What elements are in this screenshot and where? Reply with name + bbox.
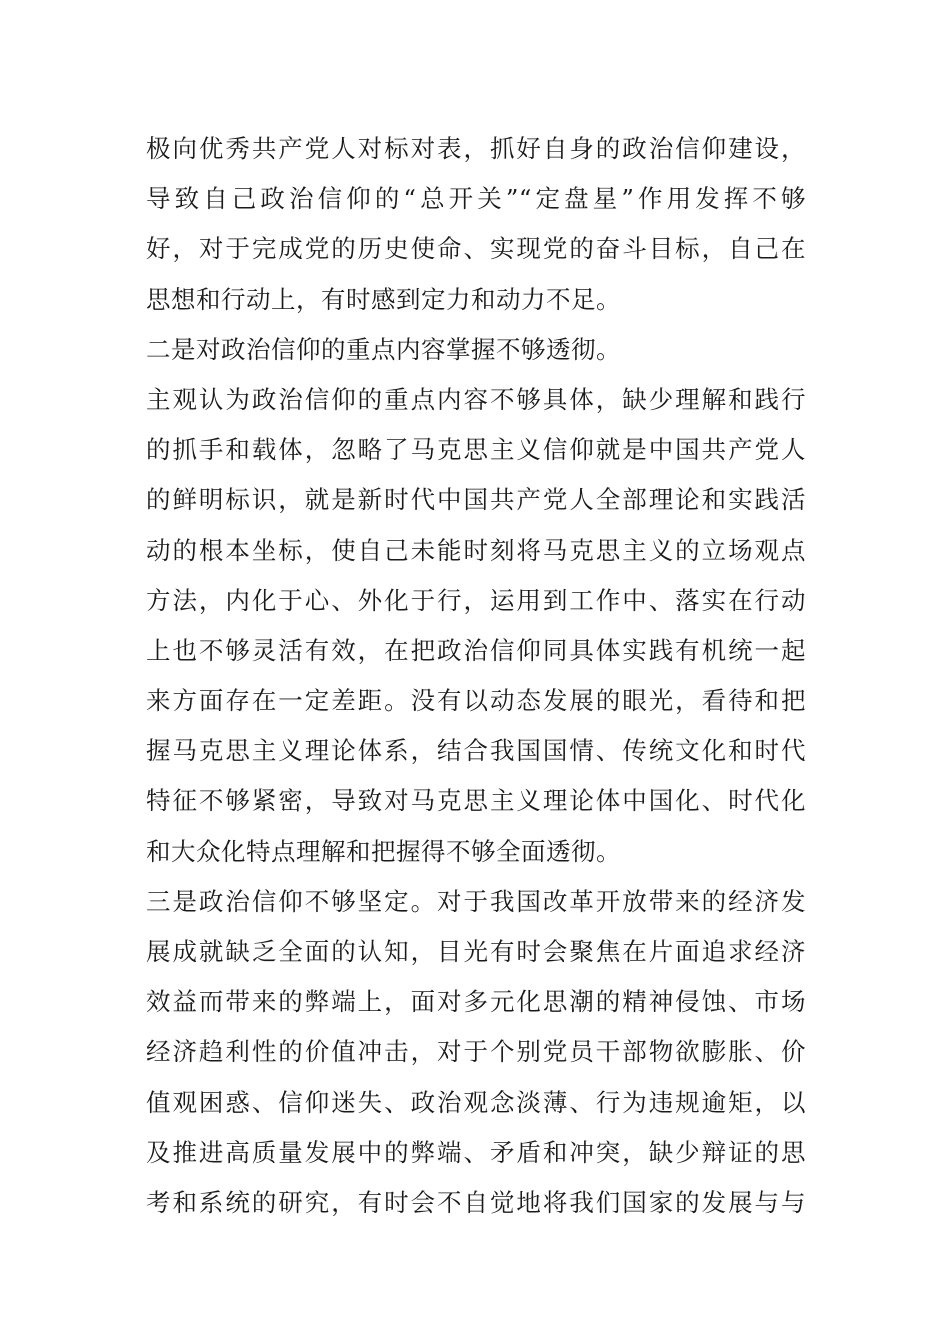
text-line-11: 上也不够灵活有效，在把政治信仰同具体实践有机统一起 <box>146 635 806 665</box>
text-line-12: 来方面存在一定差距。没有以动态发展的眼光，看待和把 <box>146 686 806 716</box>
text-line-18: 效益而带来的弊端上，面对多元化思潮的精神侵蚀、市场 <box>146 987 806 1017</box>
text-line-3: 好，对于完成党的历史使命、实现党的奋斗目标，自己在 <box>146 234 806 264</box>
text-line-14: 特征不够紧密，导致对马克思主义理论体中国化、时代化 <box>146 786 806 816</box>
text-line-1: 极向优秀共产党人对标对表，抓好自身的政治信仰建设， <box>146 134 806 163</box>
text-line-4: 思想和行动上，有时感到定力和动力不足。 <box>146 284 621 314</box>
text-line-7: 的抓手和载体，忽略了马克思主义信仰就是中国共产党人 <box>146 435 806 465</box>
text-line-9: 动的根本坐标，使自己未能时刻将马克思主义的立场观点 <box>146 535 806 565</box>
text-line-22: 考和系统的研究，有时会不自觉地将我们国家的发展与与 <box>146 1187 806 1217</box>
text-line-10: 方法，内化于心、外化于行，运用到工作中、落实在行动 <box>146 585 806 615</box>
text-line-20: 值观困惑、信仰迷失、政治观念淡薄、行为违规逾矩，以 <box>146 1087 806 1117</box>
text-line-17: 展成就缺乏全面的认知，目光有时会聚焦在片面追求经济 <box>146 937 806 966</box>
section-heading-3: 三是政治信仰不够坚定。对于我国改革开放带来的经济发 <box>146 886 806 916</box>
text-line-19: 经济趋利性的价值冲击，对于个别党员干部物欲膨胀、价 <box>146 1037 806 1067</box>
text-line-8: 的鲜明标识，就是新时代中国共产党人全部理论和实践活 <box>146 485 806 515</box>
text-line-2: 导致自己政治信仰的“总开关”“定盘星”作用发挥不够 <box>146 184 806 214</box>
text-line-21: 及推进高质量发展中的弊端、矛盾和冲突，缺少辩证的思 <box>146 1137 806 1167</box>
text-line-13: 握马克思主义理论体系，结合我国国情、传统文化和时代 <box>146 736 806 766</box>
section-heading-2: 二是对政治信仰的重点内容掌握不够透彻。 <box>146 334 621 364</box>
body-text <box>146 124 806 1228</box>
text-line-15: 和大众化特点理解和把握得不够全面透彻。 <box>146 836 621 866</box>
text-line-6: 主观认为政治信仰的重点内容不够具体，缺少理解和践行 <box>146 384 806 414</box>
